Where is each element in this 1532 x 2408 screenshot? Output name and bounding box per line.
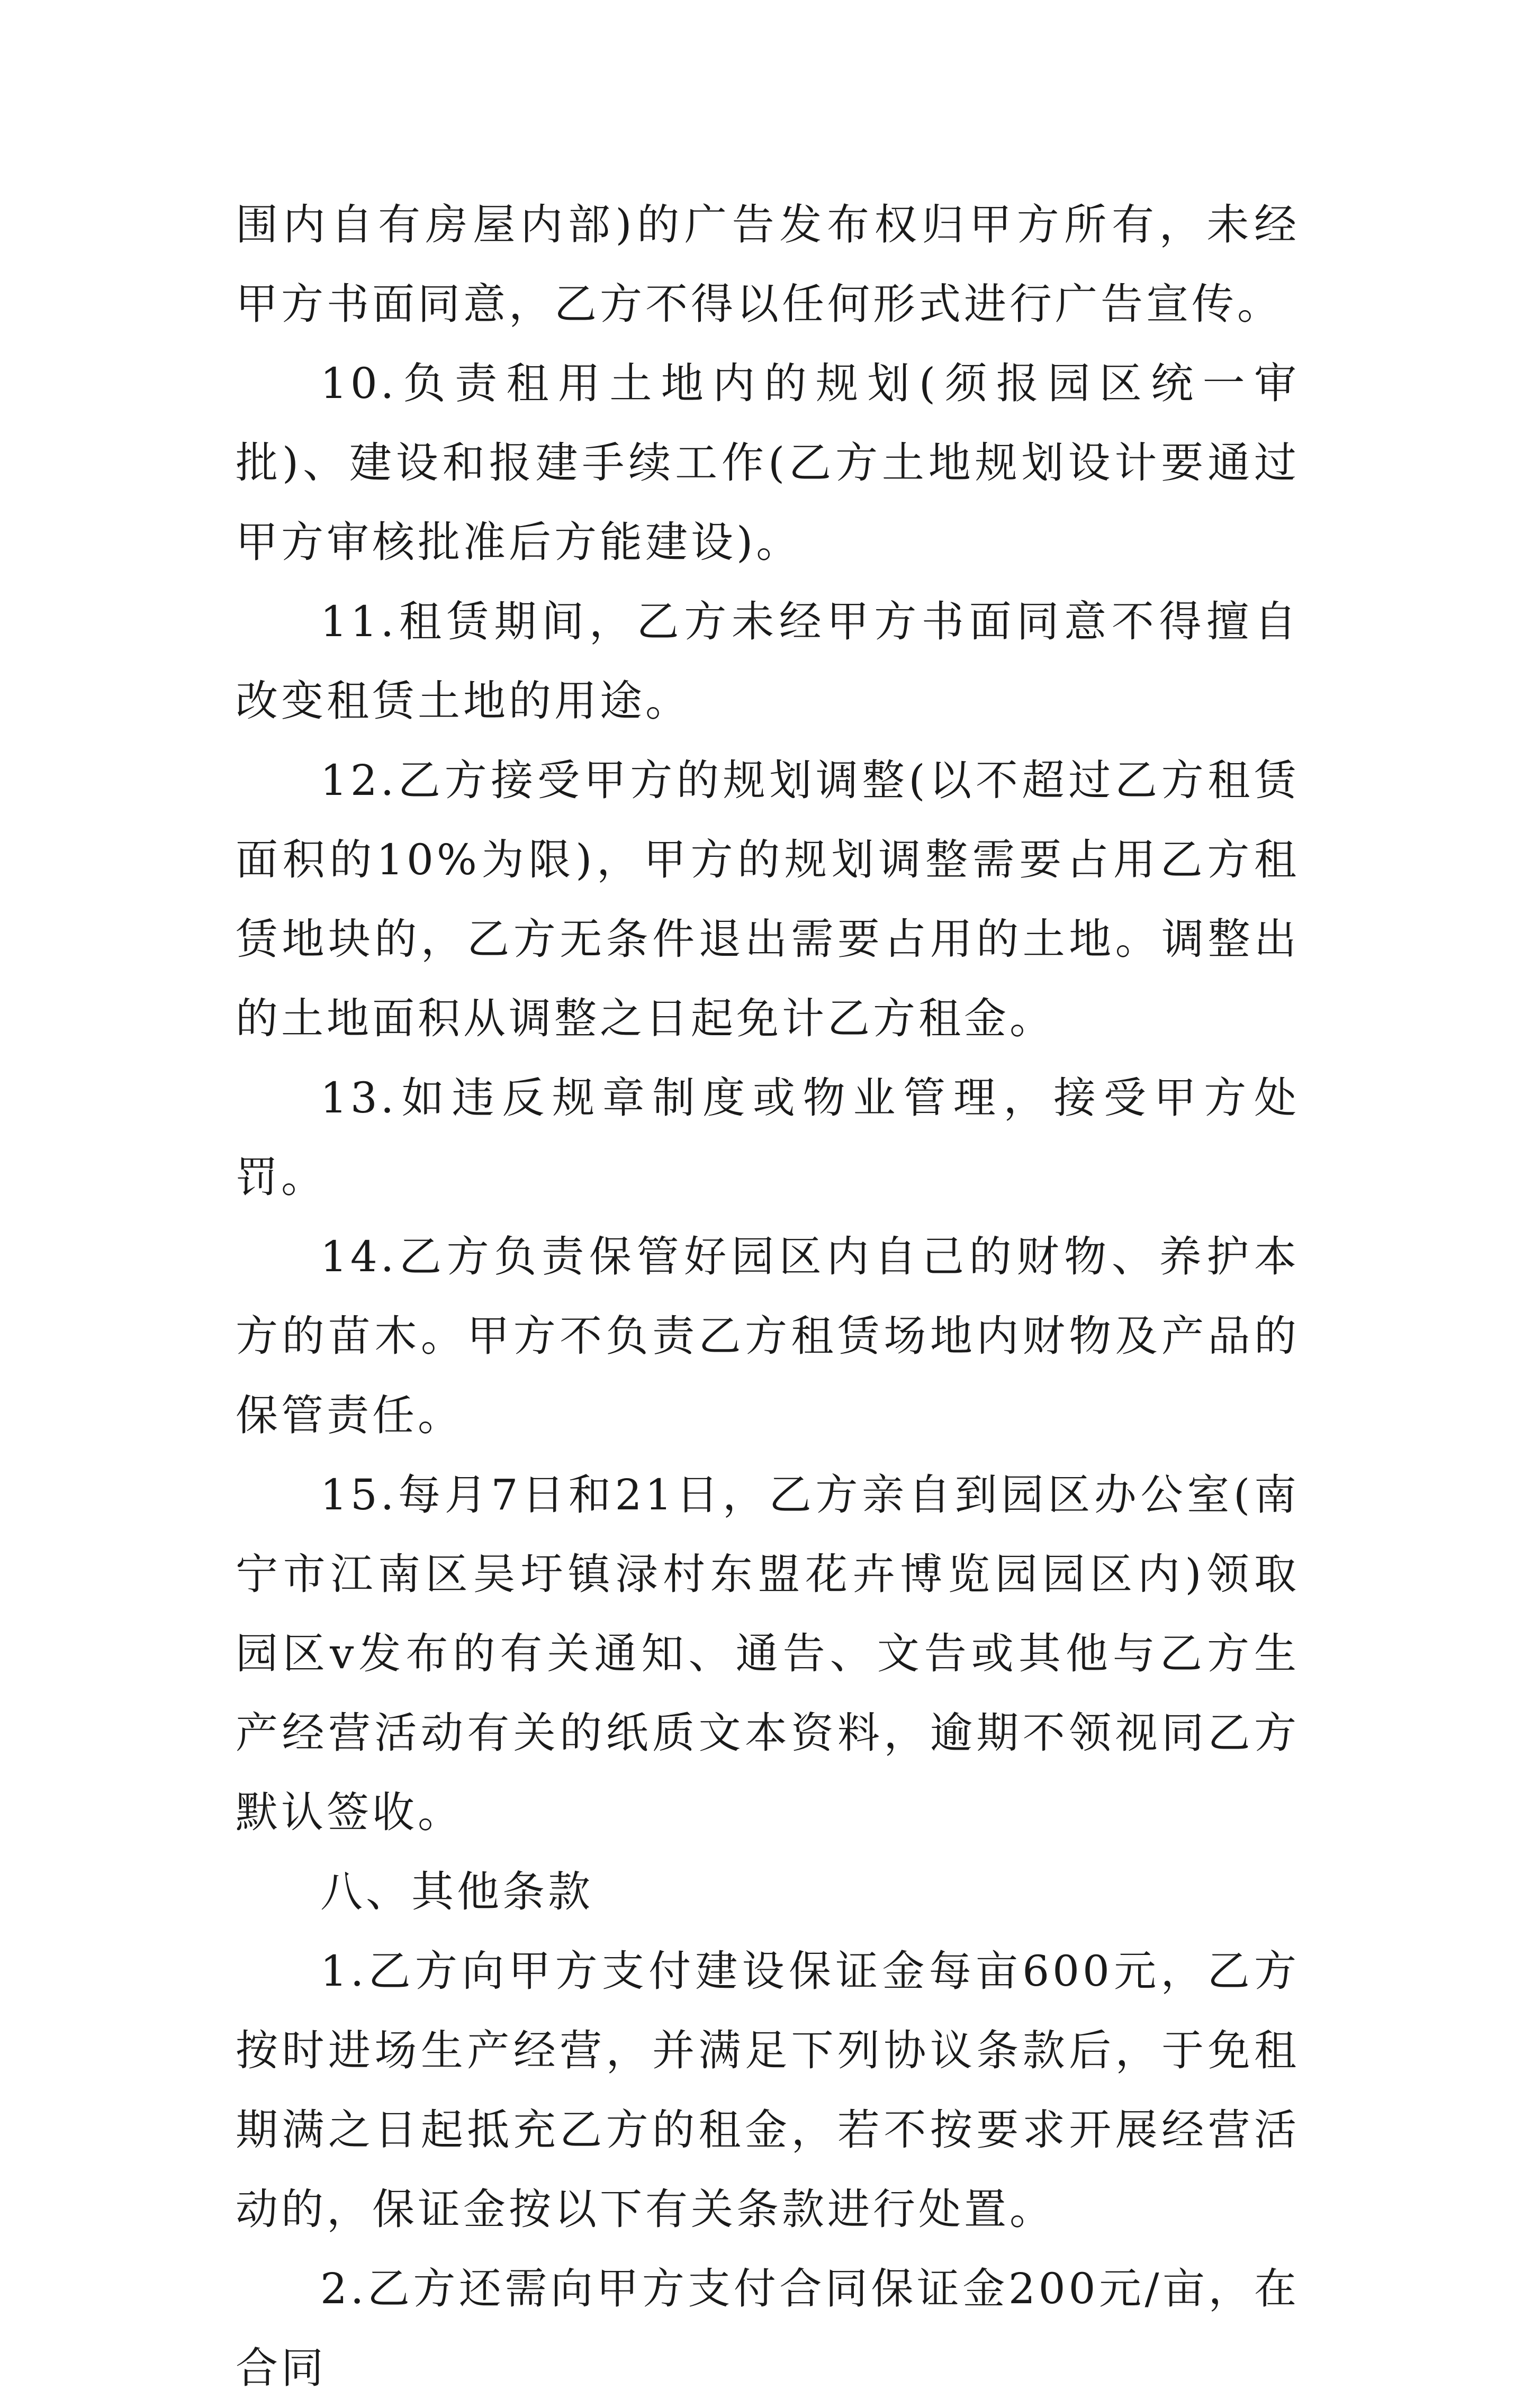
paragraph-other-clause-1: 1.乙方向甲方支付建设保证金每亩600元，乙方按时进场生产经营，并满足下列协议条款后，于免租期满之日起抵充乙方的租金，若不按要求开展经营活动的，保证金按以下有关条款进行处置。	[236, 1947, 1300, 2234]
paragraph-clause-10: 10.负责租用土地内的规划(须报园区统一审批)、建设和报建手续工作(乙方土地规划设计要通过甲方审核批准后方能建设)。	[236, 359, 1300, 567]
paragraph-clause-13: 13.如违反规章制度或物业管理，接受甲方处罚。	[236, 1073, 1300, 1202]
paragraph-clause-15: 15.每月7日和21日，乙方亲自到园区办公室(南宁市江南区吴圩镇渌村东盟花卉博览园园区内)领取园区v发布的有关通知、通告、文告或其他与乙方生产经营活动有关的纸质文本资料，逾期不领视同乙方默认签收。	[236, 1470, 1300, 1837]
paragraph-clause-12: 12.乙方接受甲方的规划调整(以不超过乙方租赁面积的10%为限)，甲方的规划调整需要占用乙方租赁地块的，乙方无条件退出需要占用的土地。调整出的土地面积从调整之日起免计乙方租金。	[236, 756, 1300, 1043]
paragraph-clause-11: 11.租赁期间，乙方未经甲方书面同意不得擅自改变租赁土地的用途。	[236, 597, 1300, 726]
paragraph-continuation: 围内自有房屋内部)的广告发布权归甲方所有，未经甲方书面同意，乙方不得以任何形式进行广告宣传。	[236, 200, 1300, 329]
paragraph-other-clause-2: 2.乙方还需向甲方支付合同保证金200元/亩，在合同	[236, 2264, 1300, 2393]
document-body	[236, 185, 1300, 2408]
section-heading-other-terms: 八、其他条款	[320, 1867, 593, 1916]
paragraph-clause-14: 14.乙方负责保管好园区内自己的财物、养护本方的苗木。甲方不负责乙方租赁场地内财物及产品的保管责任。	[236, 1232, 1300, 1440]
